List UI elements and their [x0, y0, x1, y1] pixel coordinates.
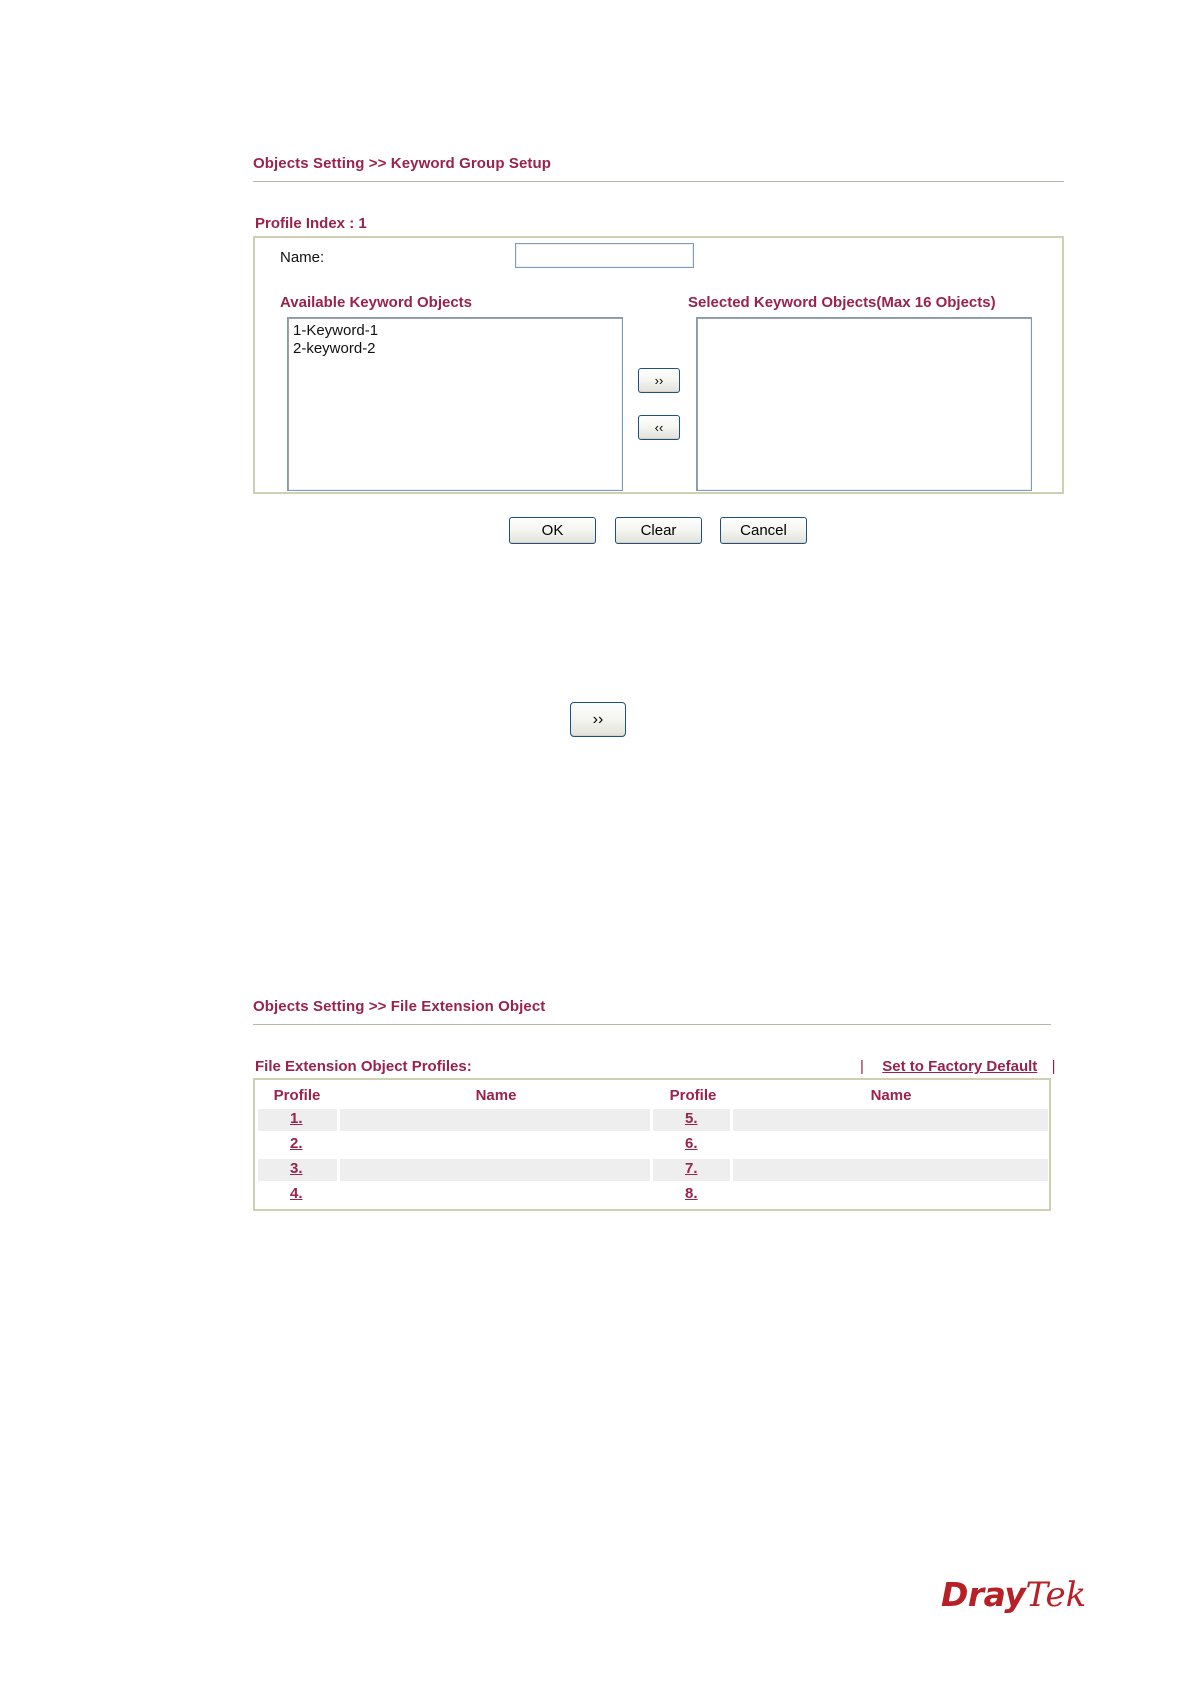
- profile-link-8[interactable]: 8.: [685, 1185, 698, 1202]
- clear-button[interactable]: Clear: [615, 517, 702, 544]
- profile-link-4[interactable]: 4.: [290, 1185, 303, 1202]
- available-keyword-list[interactable]: [287, 317, 623, 491]
- column-header-profile: Profile: [669, 1087, 717, 1104]
- column-header-name: Name: [870, 1087, 912, 1104]
- table-row: [258, 1159, 1048, 1181]
- logo-text-dray: Dray: [941, 1575, 1026, 1614]
- separator: |: [1051, 1058, 1056, 1075]
- remove-selected-button[interactable]: ‹‹: [638, 415, 680, 440]
- file-extension-breadcrumb: Objects Setting >> File Extension Object: [253, 998, 546, 1015]
- profile-index-label: Profile Index : 1: [255, 215, 367, 232]
- factory-default-group: [860, 1058, 1056, 1075]
- name-input[interactable]: [515, 243, 694, 268]
- table-row: [258, 1184, 1048, 1206]
- file-extension-divider: [253, 1024, 1051, 1025]
- list-item[interactable]: 1-Keyword-1: [293, 322, 379, 339]
- table-row: [258, 1109, 1048, 1131]
- ok-button[interactable]: OK: [509, 517, 596, 544]
- column-header-name: Name: [475, 1087, 517, 1104]
- profile-link-5[interactable]: 5.: [685, 1110, 698, 1127]
- file-extension-profiles-title: File Extension Object Profiles:: [255, 1058, 472, 1075]
- profile-link-7[interactable]: 7.: [685, 1160, 698, 1177]
- separator: |: [860, 1058, 864, 1075]
- selected-keyword-title: Selected Keyword Objects(Max 16 Objects): [688, 294, 996, 311]
- table-row: [258, 1134, 1048, 1156]
- profile-link-3[interactable]: 3.: [290, 1160, 303, 1177]
- file-extension-table: [253, 1078, 1051, 1211]
- selected-keyword-list[interactable]: [696, 317, 1032, 491]
- add-selected-button[interactable]: ››: [638, 368, 680, 393]
- draytek-logo: [941, 1575, 1086, 1615]
- profile-link-6[interactable]: 6.: [685, 1135, 698, 1152]
- profile-link-1[interactable]: 1.: [290, 1110, 303, 1127]
- move-right-button-example[interactable]: ››: [570, 702, 626, 737]
- cancel-button[interactable]: Cancel: [720, 517, 807, 544]
- available-keyword-title: Available Keyword Objects: [280, 294, 473, 311]
- column-header-profile: Profile: [273, 1087, 321, 1104]
- list-item[interactable]: 2-keyword-2: [293, 340, 376, 357]
- name-label: Name:: [280, 249, 325, 266]
- set-to-factory-default-link[interactable]: Set to Factory Default: [882, 1058, 1038, 1075]
- keyword-group-panel: [253, 236, 1064, 494]
- logo-text-tek: Tek: [1025, 1575, 1087, 1615]
- keyword-divider: [253, 181, 1064, 182]
- keyword-breadcrumb: Objects Setting >> Keyword Group Setup: [253, 155, 552, 172]
- profile-link-2[interactable]: 2.: [290, 1135, 303, 1152]
